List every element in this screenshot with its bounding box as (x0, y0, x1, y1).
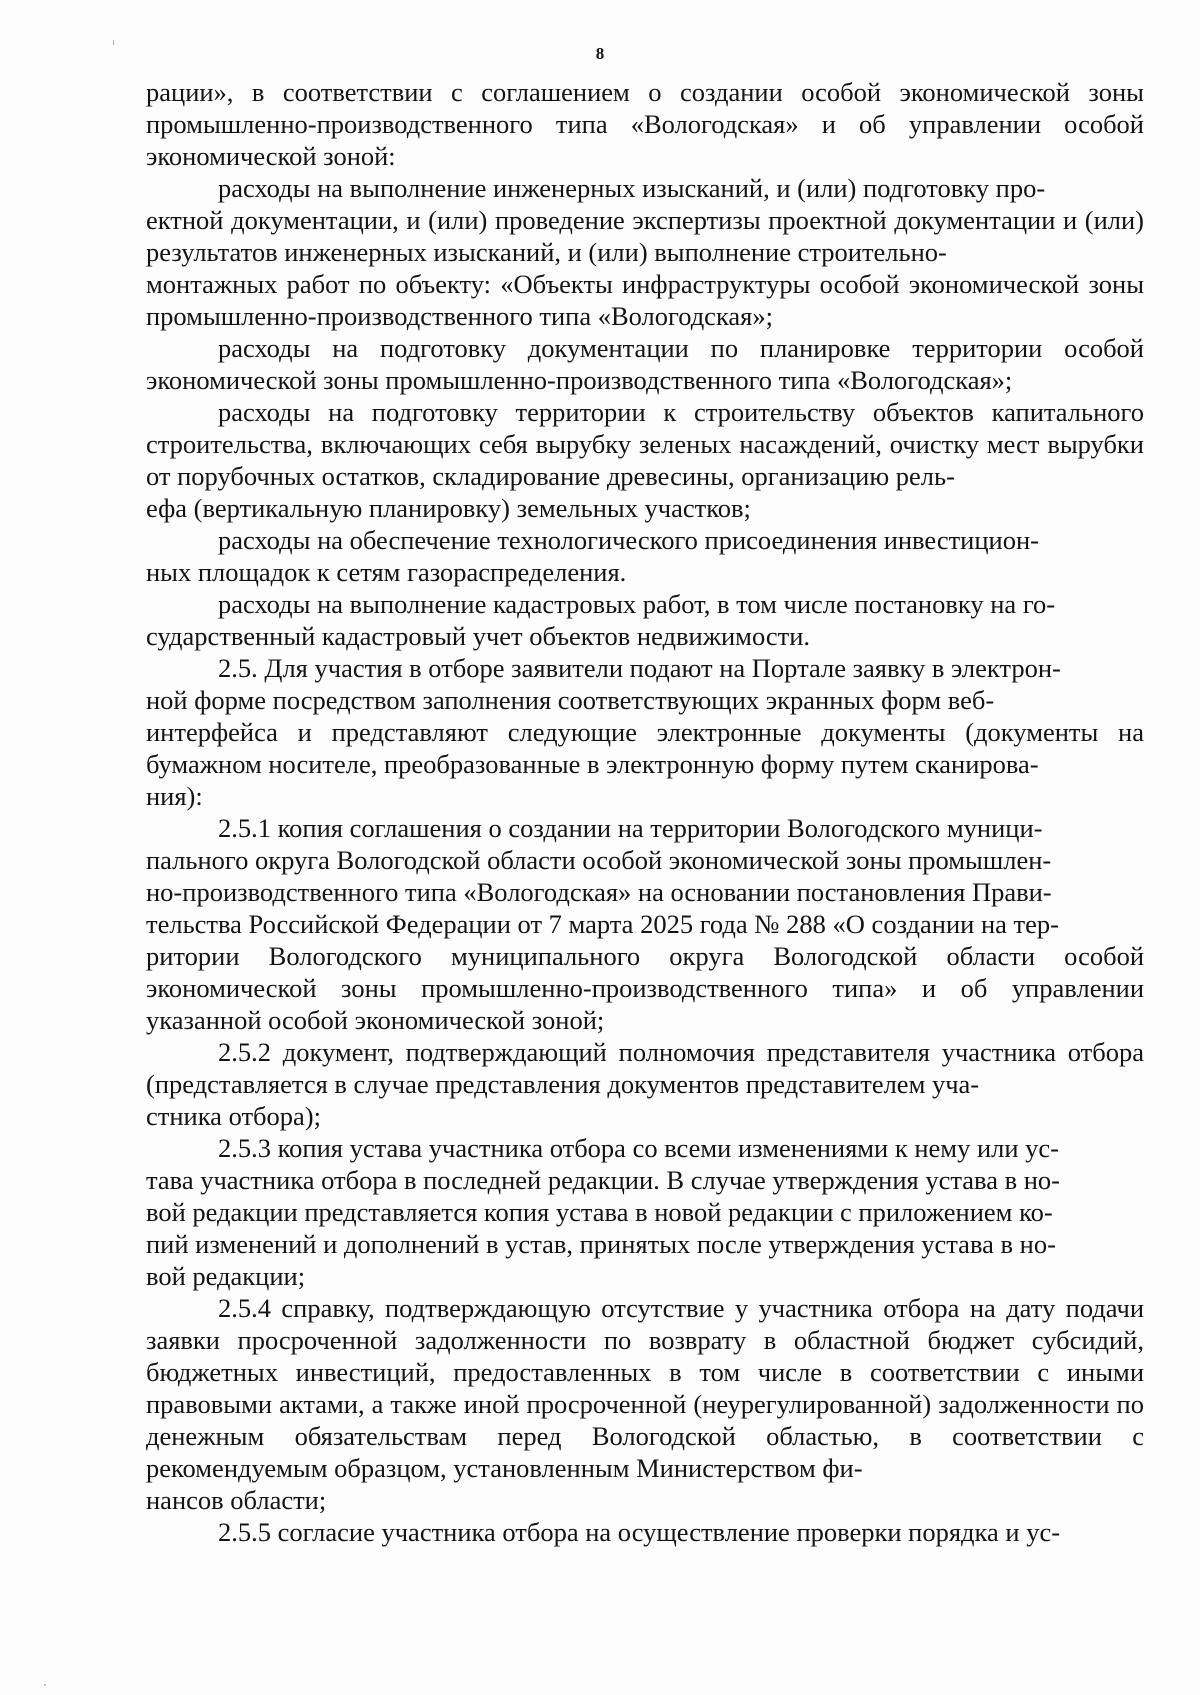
page-number: 8 (595, 44, 605, 63)
paragraph-continuation: рации», в соответствии с соглашением о создании особой экономической зоны промышленно-производственного типа «Вологодская» и об управлении особой экономической зоной: (146, 77, 1144, 171)
paragraph-2-5-3: 2.5.3 копия устава участника отбора со всеми изменениями к нему или ус- тава участника отбора в последней редакции. В случае утверждения устава в но- вой редакции представляется копия устава в новой редакции с приложением ко- пий изменений и дополнений в устав, принятых после утверждения устава в но- вой редакции; (146, 1133, 1060, 1291)
paragraph-2-5-2: 2.5.2 документ, подтверждающий полномочия представителя участника отбора (представляется в случае представления документов представителем уча- стника отбора); (146, 1037, 1144, 1131)
paragraph-2-5: 2.5. Для участия в отборе заявители подают на Портале заявку в электрон- ной форме посредством заполнения соответствующих экранных форм веб- интерфейса и представляют следующие электронные документы (документы на бумажном носителе, преобразованные в электронную форму путем сканирова- ния): (146, 653, 1144, 811)
paragraph-gas-connection-costs: расходы на обеспечение технологического присоединения инвестицион- ных площадок к сетям газораспределения. (146, 525, 1039, 587)
paragraph-planning-costs: расходы на подготовку документации по планировке территории особой экономической зоны промышленно-производственного типа «Вологодская»; (146, 333, 1144, 395)
paragraph-cadastral-costs: расходы на выполнение кадастровых работ, в том числе постановку на го- сударственный кадастровый учет объектов недвижимости. (146, 589, 1056, 651)
paragraph-2-5-5: 2.5.5 согласие участника отбора на осуществление проверки порядка и ус- (218, 1517, 1061, 1547)
paragraph-site-preparation-costs: расходы на подготовку территории к строительству объектов капитального строительства, включающих себя вырубку зеленых насаждений, очистку мест вырубки от порубочных остатков, складирование древесины, организацию рель- ефа (вертикальную планировку) земельных участков; (146, 397, 1144, 523)
paragraph-2-5-1: 2.5.1 копия соглашения о создании на территории Вологодского муници- пального округа Вологодской области особой экономической зоны промышлен- но-производственного типа «Вологодская» на основании постановления Прави- тельства Российской Федерации от 7 марта 2025 года № 288 «О создании на тер- ритории Вологодского муниципального округа Вологодской области особой экономической зоны промышленно-производственного типа» и об управлении указанной особой экономической зоной; (146, 813, 1144, 1035)
paragraph-2-5-4: 2.5.4 справку, подтверждающую отсутствие у участника отбора на дату подачи заявки просроченной задолженности по возврату в областной бюджет субсидий, бюджетных инвестиций, предоставленных в том числе в соответствии с иными правовыми актами, а также иной просроченной (неурегулированной) задолженности по денежным обязательствам перед Вологодской областью, в соответствии с рекомендуемым образцом, установленным Министерством фи- нансов области; (146, 1293, 1144, 1515)
paragraph-engineering-costs: расходы на выполнение инженерных изысканий, и (или) подготовку про- ектной документации, и (или) проведение экспертизы проектной документации и (или) результатов инженерных изысканий, и (или) выполнение строительно- монтажных работ по объекту: «Объекты инфраструктуры особой экономической зоны промышленно-производственного типа «Вологодская»; (146, 173, 1144, 331)
scan-mark (44, 1684, 46, 1686)
document-body (146, 76, 1144, 1548)
